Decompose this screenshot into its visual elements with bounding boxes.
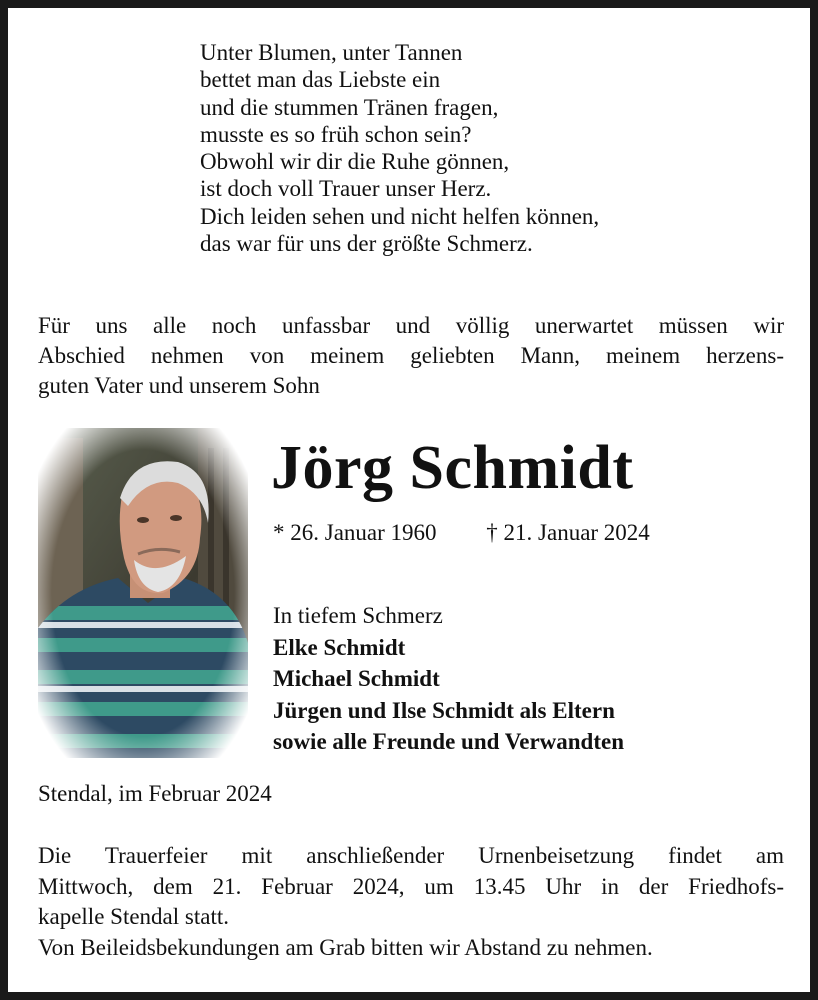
intro-line: guten Vater und unserem Sohn [38, 373, 320, 398]
mourner-name: sowie alle Freunde und Verwandten [273, 729, 625, 754]
intro-text [38, 311, 784, 401]
poem-line: Unter Blumen, unter Tannen [200, 40, 463, 65]
poem-line: bettet man das Liebste ein [200, 67, 441, 93]
poem-line: und die stummen Tränen fragen, [200, 94, 499, 120]
service-line: Von Beileidsbekundungen am Grab bitten wir Abstand zu nehmen. [38, 934, 653, 960]
life-dates [273, 520, 650, 546]
service-line: Die Trauerfeier mit anschließender Urnenbeisetzung findet am [38, 843, 784, 868]
poem-line: ist doch voll Trauer unser Herz. [200, 176, 492, 202]
poem [200, 39, 599, 257]
service-line: Mittwoch, dem 21. Februar 2024, um 13.45 Uhr in der Friedhofs- [38, 873, 784, 899]
intro-line: Abschied nehmen von meinem geliebten Mann, meinem herzens- [38, 343, 784, 368]
portrait-photo [38, 428, 248, 758]
deceased-name: Jörg Schmidt [271, 434, 634, 502]
service-info [38, 841, 784, 963]
intro-line: Für uns alle noch unfassbar und völlig unerwartet müssen wir [38, 313, 784, 338]
mourner-name: Jürgen und Ilse Schmidt als Eltern [273, 697, 615, 723]
poem-line: Dich leiden sehen und nicht helfen können, [200, 203, 600, 229]
poem-line: Obwohl wir dir die Ruhe gönnen, [200, 149, 510, 175]
mourner-name: Elke Schmidt [273, 634, 406, 660]
mourners-block [273, 600, 624, 758]
place-date: Stendal, im Februar 2024 [38, 781, 272, 806]
mourners-intro: In tiefem Schmerz [273, 603, 443, 628]
poem-line: das war für uns der größte Schmerz. [200, 231, 533, 257]
mourner-name: Michael Schmidt [273, 666, 440, 691]
poem-line: musste es so früh schon sein? [200, 121, 472, 147]
service-line: kapelle Stendal statt. [38, 904, 229, 929]
birth-date: * 26. Januar 1960 [273, 520, 437, 545]
death-date: † 21. Januar 2024 [486, 520, 650, 545]
